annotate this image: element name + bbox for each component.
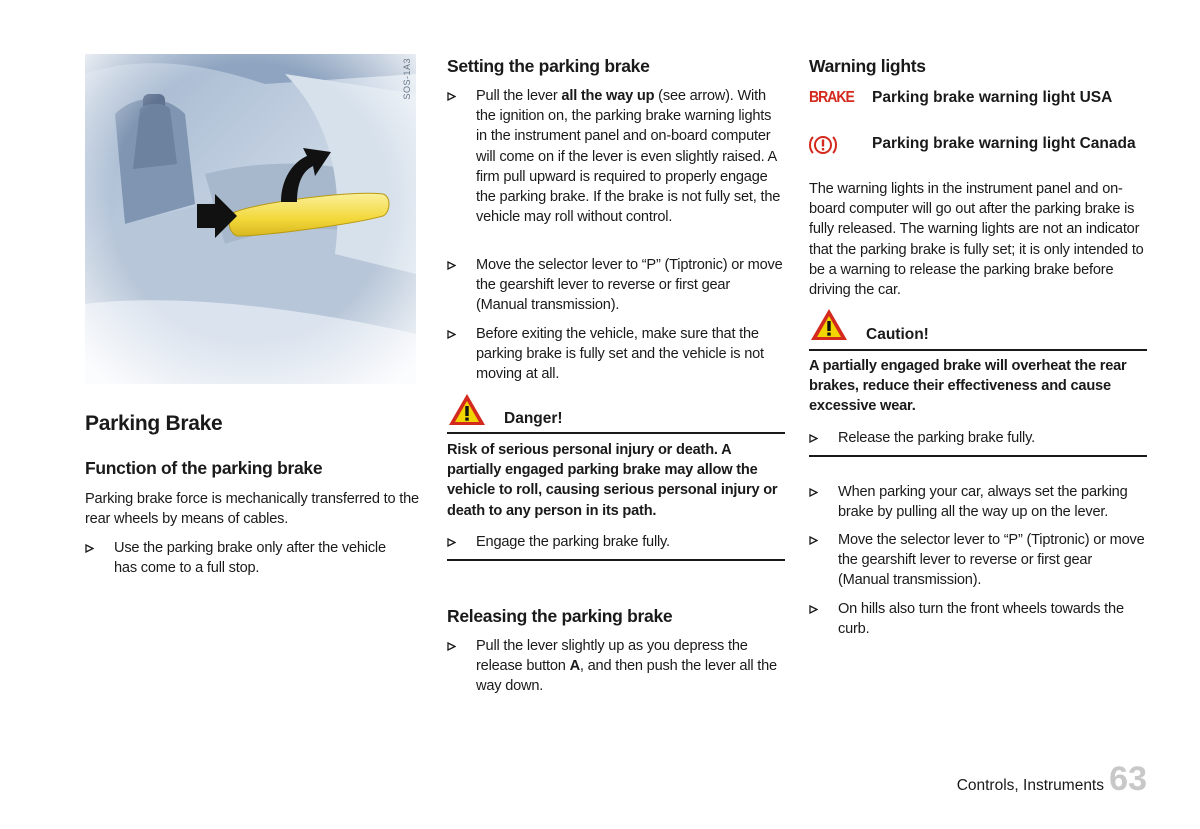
list-item-text: Move the selector lever to “P” (Tiptronic) or move the gearshift lever to reverse or first gear (Manual transmission). [476,257,783,314]
bullet-triangle-icon [809,434,818,443]
bullet-triangle-icon [809,488,818,497]
list-item-text: On hills also turn the front wheels towards the curb. [838,601,1124,638]
list-item [809,530,1147,592]
list-item [809,599,1147,641]
bullet-triangle-icon [809,536,818,545]
text-run: Pull the lever slightly up as you depress the release button [476,638,748,675]
bullet-triangle-icon [447,538,456,547]
list-item-text: Use the parking brake only after the vehicle has come to a full stop. [114,540,386,577]
list-item [447,324,785,386]
figure-code: SOS-1A3 [402,58,412,100]
list-item-text: Engage the parking brake fully. [476,534,670,550]
list-item-text [476,636,785,697]
function-heading: Function of the parking brake [85,458,323,478]
list-item [809,482,1147,524]
console-illustration [85,54,416,384]
parking-brake-illustration [85,54,416,384]
divider [447,559,785,561]
danger-text: Risk of serious personal injury or death. A partially engaged parking brake may allow the vehicle to roll, causing serious personal injury or death to any person in its path. [447,442,778,519]
warning-lights-text: The warning lights in the instrument panel and on-board computer will go out after the parking brake is fully released. The warning lights are not an indicator that the parking brake is fully set; it is only intended to be a warning to release the parking brake before driving the car. [809,181,1144,299]
list-item [447,532,785,554]
setting-heading: Setting the parking brake [447,56,650,76]
canada-warning-label: Parking brake warning light Canada [872,135,1136,152]
bullet-triangle-icon [447,92,456,101]
bullet-triangle-icon [447,330,456,339]
brake-symbol-icon: BRAKE [809,86,854,106]
bullet-triangle-icon [809,605,818,614]
caution-label: Caution! [866,326,929,343]
text-run: , and then push the lever all the way down. [476,658,777,695]
bullet-triangle-icon [447,642,456,651]
danger-warning-icon [447,392,487,427]
text-run-bold: A [569,658,580,675]
list-item-text: When parking your car, always set the parking brake by pulling all the way up on the lever. [838,484,1128,521]
danger-label: Danger! [504,410,563,427]
list-item-text: Move the selector lever to “P” (Tiptronic) or move the gearshift lever to reverse or first gear (Manual transmission). [838,532,1145,589]
text-run: (see arrow). With the ignition on, the parking brake warning lights in the instrument panel and on-board computer will come on if the lever is even slightly raised. A firm pull upward is required to properly engage the parking brake. If the brake is not fully set, the vehicle may roll without control. [476,88,781,226]
text-run: Pull the lever [476,88,562,104]
divider [447,432,785,434]
caution-text: A partially engaged brake will overheat the rear brakes, reduce their effectiveness and cause excessive wear. [809,358,1127,415]
warning-lights-heading: Warning lights [809,56,926,76]
caution-warning-icon [809,307,849,342]
page-number: 63 [1109,760,1147,798]
list-item [447,86,785,251]
function-text: Parking brake force is mechanically transferred to the rear wheels by means of cables. [85,491,419,528]
list-item-text: Before exiting the vehicle, make sure that the parking brake is fully set and the vehicle is not moving at all. [476,326,764,383]
divider [809,455,1147,457]
divider [809,349,1147,351]
page-title: Parking Brake [85,412,223,435]
list-item [809,428,1147,450]
footer-section: Controls, Instruments [956,777,1104,794]
text-run-bold: all the way up [561,88,655,104]
list-item-text: Release the parking brake fully. [838,430,1035,446]
list-item [447,636,785,698]
brake-warning-circle-icon [808,134,838,156]
list-item-text [476,86,785,227]
usa-warning-label: Parking brake warning light USA [872,89,1113,106]
bullet-triangle-icon [447,261,456,270]
list-item [447,255,785,317]
bullet-triangle-icon [85,544,94,553]
list-item [85,538,410,580]
releasing-heading: Releasing the parking brake [447,606,673,626]
